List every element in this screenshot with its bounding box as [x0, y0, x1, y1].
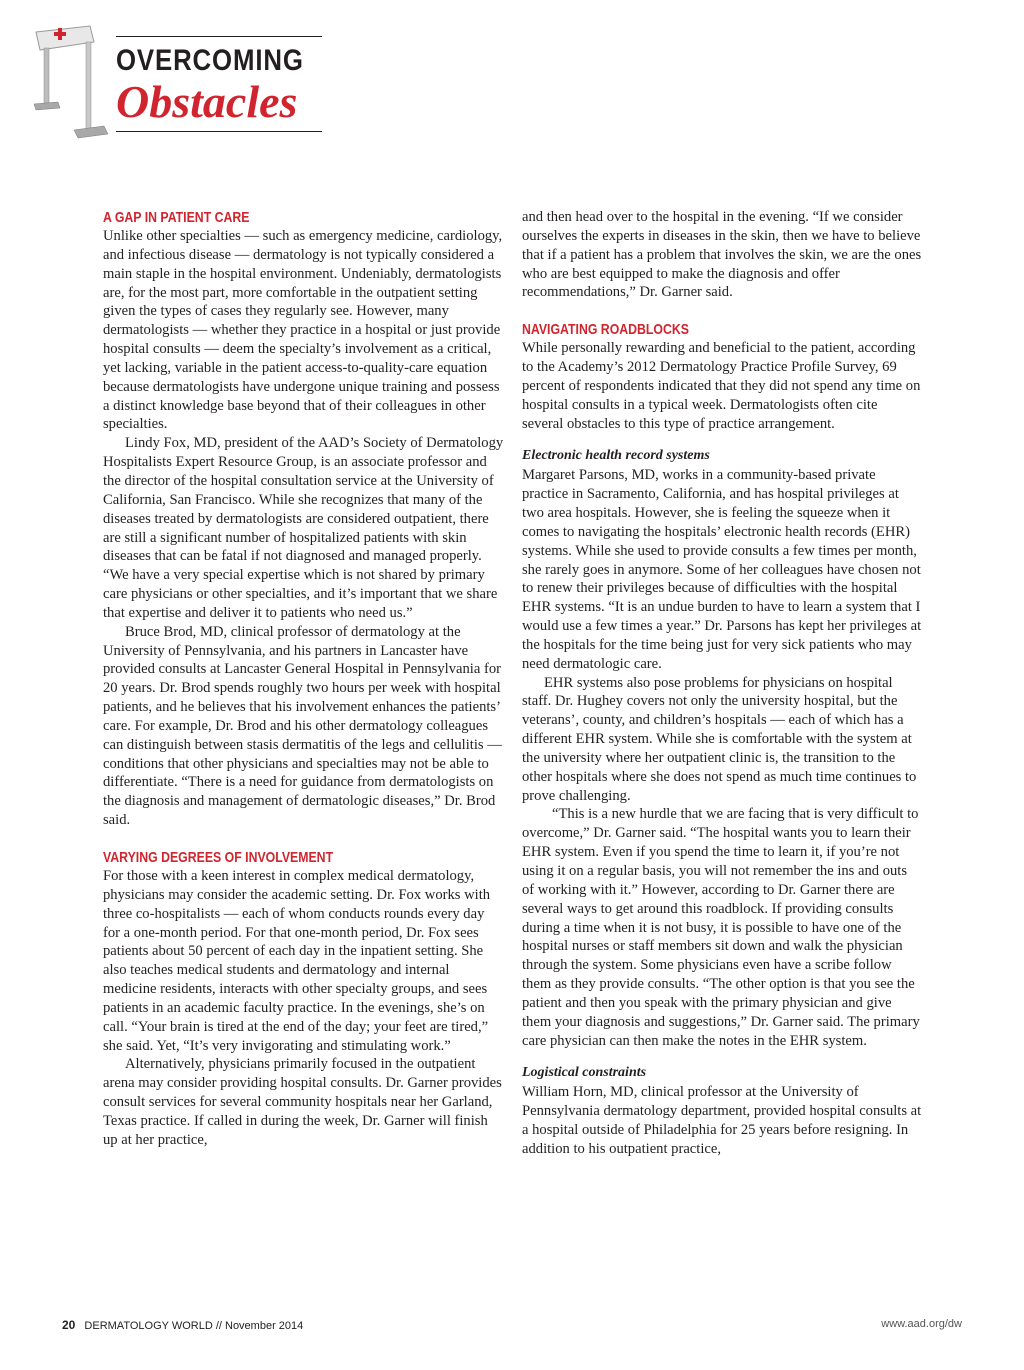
article-title: Obstacles [116, 76, 298, 127]
footer-left [62, 1318, 303, 1332]
left-column [103, 208, 505, 1150]
header-rule-bottom [116, 131, 322, 132]
section-heading-varying-degrees: VARYING DEGREES OF INVOLVEMENT [103, 849, 334, 866]
body-paragraph: Margaret Parsons, MD, works in a community-based private practice in Sacramento, California, and has hospital privileges at two area hospitals. However, she is feeling the squeeze when it comes to navigating the hospitals’ electronic health records (EHR) systems. While she used to provide consults a few times per month, she rarely goes in anymore. Some of her colleagues have chosen not to renew their privileges because of difficulties with the hospital EHR systems. “It is an undue burden to have to learn a system that I would use a few times a year.” Dr. Parsons has kept her privileges at the hospitals for the time being just for very sick patients who may need dermatologic care. [522, 467, 922, 672]
header-kicker: OVERCOMING [116, 44, 304, 77]
body-paragraph: William Horn, MD, clinical professor at the University of Pennsylvania dermatology department, provided hospital consults at a hospital outside of Philadelphia for 25 years before resigning. In addition to his outpatient practice, [522, 1084, 922, 1157]
section-heading-gap-in-patient-care: A GAP IN PATIENT CARE [103, 209, 250, 226]
header-rule-top [116, 36, 322, 37]
section-heading-navigating-roadblocks: NAVIGATING ROADBLOCKS [522, 321, 689, 339]
article-header [116, 36, 322, 132]
hospital-sign-icon [28, 22, 114, 150]
body-paragraph: Unlike other specialties — such as emergency medicine, cardiology, and infectious disease — dermatology is not typically considered a main staple in the hospital environment. Undeniably, dermatologists are, for the most part, more comfortable in the outpatient setting given the types of cases they regularly see. However, many dermatologists — whether they practice in a hospital or just provide hospital consults — deem the specialty’s involvement as a critical, yet lacking, variable in the patient access-to-quality-care equation because dermatologists have undergone unique training and possess a distinct knowledge base beyond that of their colleagues in other specialties. [103, 228, 503, 433]
body-paragraph: While personally rewarding and beneficial to the patient, according to the Academy’s 2012 Dermatology Practice Profile Survey, 69 percent of respondents indicated that they did not spend any time on hospital consults in a typical week. Dermatologists often cite several obstacles to this type of practice arrangement. [522, 340, 921, 432]
footer-url-link[interactable]: www.aad.org/dw [881, 1318, 962, 1330]
page-footer [0, 1318, 1024, 1338]
body-paragraph-continuation: and then head over to the hospital in the evening. “If we consider ourselves the experts in diseases in the skin, then we have to believe that if a patient has a problem that involves the skin, we are the ones who are best equipped to make the diagnosis and offer recommendations,” Dr. Garner said. [522, 209, 922, 301]
subheading-ehr-systems: Electronic health record systems [522, 448, 710, 464]
body-paragraph: Bruce Brod, MD, clinical professor of dermatology at the University of Pennsylvania, and his partners in Lancaster have provided consults at Lancaster General Hospital in Pennsylvania for 20 years. Dr. Brod spends roughly two hours per week with hospital patients, and he believes that his involvement enhances the patients’ care. For example, Dr. Brod and his other dermatology colleagues can distinguish between stasis dermatitis of the legs and cellulitis — conditions that other physicians and specialties may not be able to differentiate. “There is a need for guidance from dermatologists on the diagnosis and management of dermatologic diseases,” Dr. Brod said. [103, 623, 502, 829]
subheading-logistical-constraints: Logistical constraints [522, 1065, 647, 1081]
body-paragraph: EHR systems also pose problems for physicians on hospital staff. Dr. Hughey covers not only the university hospital, but the veterans’, county, and children’s hospitals — each of which has a different EHR system. While she is comfortable with the system at the university where her outpatient clinic is, the transition to the other hospitals where she does not spend as much time continues to prove challenging. [522, 674, 917, 804]
publication-info: DERMATOLOGY WORLD // November 2014 [84, 1320, 304, 1332]
body-paragraph: Lindy Fox, MD, president of the AAD’s Society of Dermatology Hospitalists Expert Resource Group, is an associate professor and the director of the hospital consultation service at the University of California, San Francisco. While she recognizes that many of the diseases treated by dermatologists are considered outpatient, there are still a significant number of hospitalized patients with skin diseases that can be fatal if not diagnosed and managed properly. “We have a very special expertise which is not shared by primary care physicians or other specialties, and it’s important that we share that expertise and deliver it to patients who need us.” [103, 435, 504, 621]
body-paragraph: For those with a keen interest in complex medical dermatology, physicians may consider the academic setting. Dr. Fox works with three co-hospitalists — each of whom conducts rounds every day for a one-month period. For that one-month period, Dr. Fox sees patients about 50 percent of each day in the inpatient setting. She also teaches medical students and dermatology and internal medicine residents, interacts with other specialty groups, and sees patients in an academic faculty practice. In the evenings, she’s on call. “Your brain is tired at the end of the day; your feet are tired,” she said. Yet, “It’s very invigorating and stimulating work.” [103, 868, 491, 1054]
page-number: 20 [62, 1318, 76, 1332]
right-column [522, 208, 922, 1159]
body-paragraph: “This is a new hurdle that we are facing that is very difficult to overcome,” Dr. Garner said. “The hospital wants you to learn their EHR system. Even if you spend the time to learn it, if you’re not using it on a regular basis, you will not remember the ins and outs of working with it.” However, according to Dr. Garner there are several ways to get around this roadblock. If providing consults during a time when it is not busy, it is possible to have one of the hospital nurses or staff members sit down and walk the physician through the system. Some physicians even have a scribe follow them as they provide consults. “The other option is that you see the patient and then you speak with the primary physician and give them your diagnosis and suggestions,” Dr. Garner said. The primary care physician can then make the notes in the EHR system. [522, 806, 920, 1049]
body-paragraph: Alternatively, physicians primarily focused in the outpatient arena may consider providing hospital consults. Dr. Garner provides consult services for several community hospitals near her Garland, Texas practice. If called in during the week, Dr. Garner will finish up at her practice, [103, 1056, 502, 1148]
